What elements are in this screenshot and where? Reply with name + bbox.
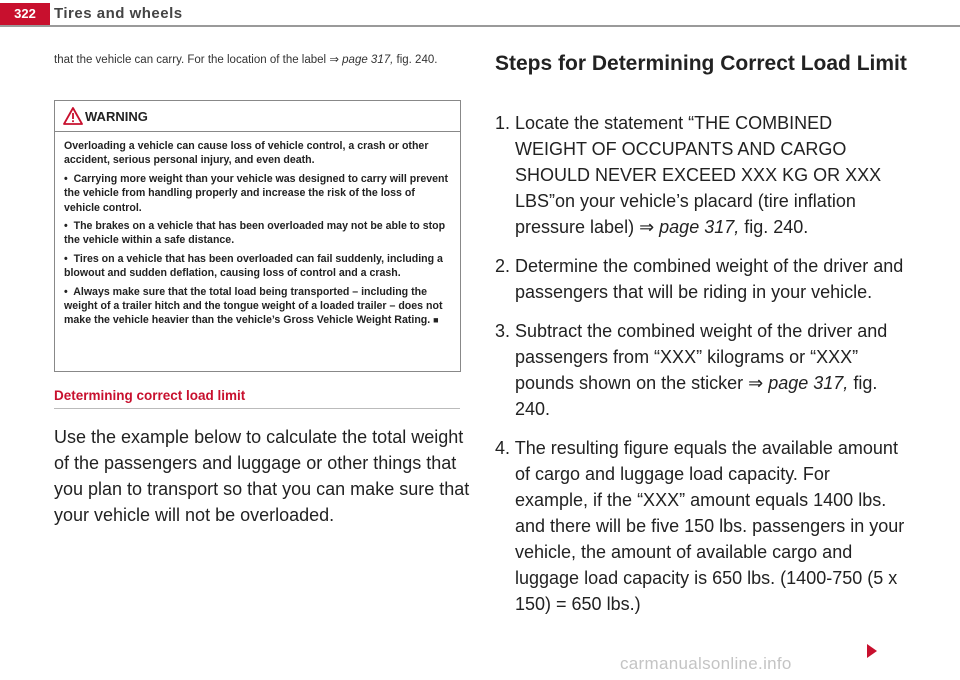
- steps-heading: Steps for Determining Correct Load Limit: [495, 52, 907, 75]
- warning-triangle-icon: [63, 107, 83, 125]
- page-number: 322: [0, 3, 50, 25]
- step-item: [495, 110, 905, 240]
- step-item: [495, 318, 905, 422]
- steps-list: [495, 110, 905, 630]
- warning-title: WARNING: [85, 109, 148, 124]
- step-number: 2.: [495, 256, 511, 276]
- bullet-icon: •: [64, 172, 68, 185]
- section-rule: [54, 408, 460, 409]
- lead-text: that the vehicle can carry. For the location of the label: [54, 54, 330, 66]
- lead-text-after: fig. 240.: [393, 54, 438, 66]
- step-item: [495, 253, 905, 305]
- warning-box: [54, 100, 461, 372]
- step-suffix: fig. 240.: [739, 217, 809, 237]
- step-text: Subtract the combined weight of the driver and passengers from “XXX” kilograms or “XXX” pounds shown on the sticker: [515, 321, 888, 393]
- page-ref-link[interactable]: page 317,: [654, 217, 740, 237]
- warning-bullet: [64, 285, 452, 328]
- warning-intro: Overloading a vehicle can cause loss of vehicle control, a crash or other accident, serious personal injury, and even death.: [64, 140, 429, 167]
- step-text: Locate the statement “THE COMBINED WEIGHT OF OCCUPANTS AND CARGO SHOULD NEVER EXCEED XXX KG OR XXX LBS”on your vehicle’s placard (tire inflation pressure label): [515, 113, 882, 237]
- warning-header: [55, 101, 460, 132]
- warning-bullet: [64, 219, 452, 248]
- step-suffix: fig. 240.: [515, 373, 878, 419]
- step-text: The resulting figure equals the available amount of cargo and luggage load capacity. For example, if the “XXX” amount equals 1400 lbs. and there will be five 150 lbs. passengers in your vehicle, the amount of available cargo and luggage load capacity is 650 lbs. (1400-750 (5 x 150) = 650 lbs.): [514, 438, 905, 614]
- page-ref-arrow: ⇒: [639, 217, 655, 237]
- step-text: Determine the combined weight of the driver and passengers that will be riding in your vehicle.: [515, 256, 904, 302]
- header-rule: [0, 25, 960, 27]
- page-ref-arrow: ⇒: [748, 373, 764, 393]
- section-body: Use the example below to calculate the total weight of the passengers and luggage or other things that you plan to transport so that you can make sure that your vehicle will not be overloaded.: [54, 427, 470, 525]
- warning-body: [55, 132, 460, 328]
- page-header: [0, 0, 960, 30]
- step-number: 3.: [495, 321, 511, 341]
- page-ref-link[interactable]: page 317,: [338, 54, 394, 66]
- warning-bullet-text: Always make sure that the total load being transported – including the weight of a trailer hitch and the tongue weight of a loaded trailer – does not make the vehicle heavier than the vehicle’s Gross Vehicle Weight Rating.: [64, 285, 443, 327]
- step-number: 1.: [495, 113, 511, 133]
- watermark: carmanualsonline.info: [620, 654, 792, 673]
- bullet-icon: •: [64, 252, 68, 265]
- end-square-icon: ■: [433, 315, 439, 326]
- page-ref-arrow: ⇒: [329, 54, 339, 66]
- section-heading: Determining correct load limit: [54, 388, 246, 403]
- warning-bullet-text: Carrying more weight than your vehicle was designed to carry will prevent the vehicle from handling properly and increase the risk of the loss of vehicle control.: [64, 172, 449, 214]
- lead-paragraph: [54, 52, 464, 69]
- warning-bullet: [64, 172, 452, 215]
- continue-arrow-icon[interactable]: [866, 644, 878, 658]
- step-number: 4.: [495, 438, 511, 458]
- step-item: [495, 435, 905, 617]
- page-ref-link[interactable]: page 317,: [763, 373, 849, 393]
- bullet-icon: •: [64, 220, 68, 233]
- warning-bullet-text: Tires on a vehicle that has been overloaded can fail suddenly, including a blowout and sudden deflation, causing loss of control and a crash.: [64, 252, 443, 280]
- section-title: Tires and wheels: [54, 5, 183, 22]
- warning-bullet: [64, 252, 452, 281]
- warning-bullet-text: The brakes on a vehicle that has been overloaded may not be able to stop the vehicle within a safe distance.: [64, 220, 446, 247]
- bullet-icon: •: [64, 285, 68, 298]
